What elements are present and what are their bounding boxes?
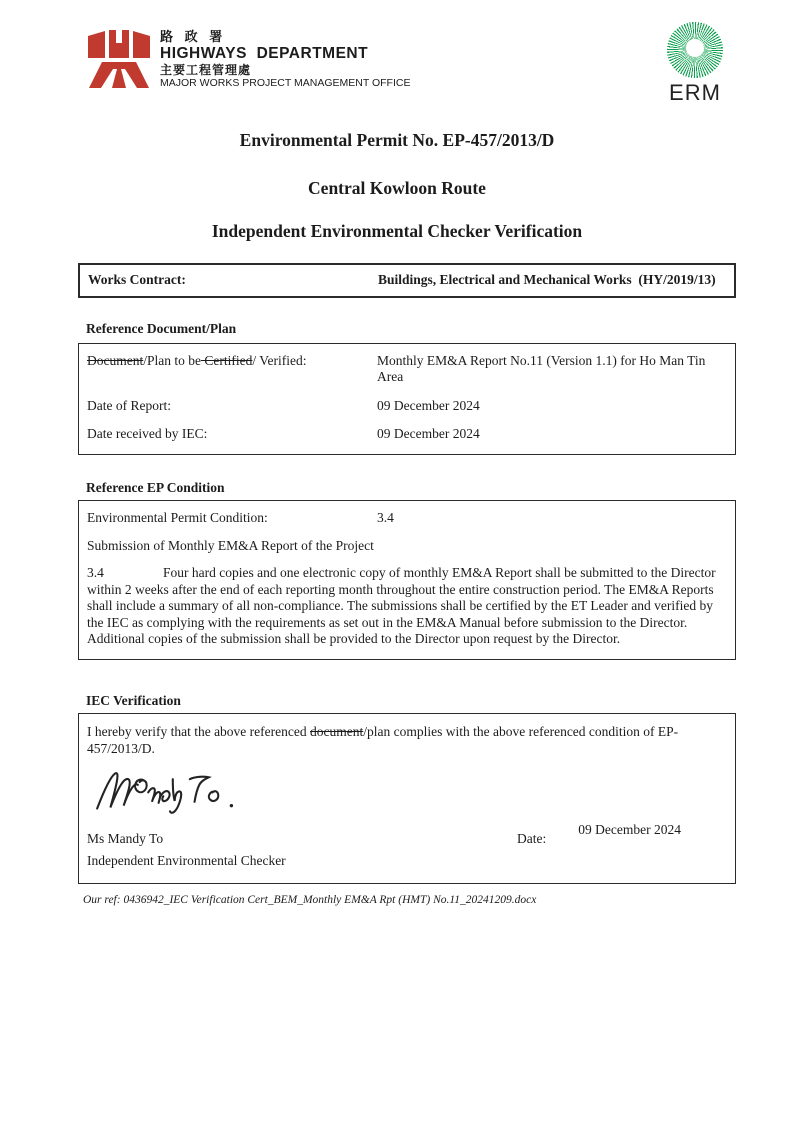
verification-statement: I hereby verify that the above referenced document/plan complies with the above referenced condition of EP-457/2013/D. [87,724,679,756]
date-received-label: Date received by IEC: [87,426,208,442]
dept-name-english: HIGHWAYS DEPARTMENT [160,44,369,62]
date-of-report-value: 09 December 2024 [377,397,480,413]
reference-document-box [78,343,736,455]
dept-name-chinese: 路 政 署 [160,29,227,44]
highways-department-logo-icon [88,30,150,88]
date-received-value: 09 December 2024 [377,426,480,442]
document-plan-label: Document/Plan to be Certified/ Verified: [87,352,307,368]
iec-verification-heading: IEC Verification [86,692,181,708]
works-contract-value: Buildings, Electrical and Mechanical Works (HY/2019/13) [378,272,716,288]
date-of-report-label: Date of Report: [87,397,171,413]
highways-department-block [88,30,410,90]
date-of-report-row [87,398,727,414]
ep-subject-line: Submission of Monthly EM&A Report of the Project [87,537,374,553]
document-type-title: Independent Environmental Checker Verification [211,220,583,241]
department-titles [160,30,410,90]
clause-text: Four hard copies and one electronic copy of monthly EM&A Report shall be submitted to the Director within 2 weeks after the end of each reporting month throughout the entire construction period. The EM&A Reports shall include a summary of all non-compliance. The submissions shall be certified by the ET Leader and verified by the IEC as complying with the requirements as set out in the EM&A Manual before submission to the Director. Additional copies of the submission shall be provided to the Director upon request by the Director. [87,565,716,647]
document-plan-value: Monthly EM&A Report No.11 (Version 1.1) for Ho Man Tin Area [377,352,706,385]
document-plan-row [87,353,727,386]
page-header [0,28,794,105]
works-contract-box [78,263,736,297]
date-received-row [87,426,727,442]
ep-condition-label: Environmental Permit Condition: [87,510,268,526]
erm-wordmark: ERM [669,80,721,105]
office-name-english: MAJOR WORKS PROJECT MANAGEMENT OFFICE [160,77,411,90]
signature [89,765,249,817]
project-title: Central Kowloon Route [308,178,486,199]
signer-name: Ms Mandy To [87,831,164,846]
ep-condition-value: 3.4 [377,510,394,526]
ep-condition-row [87,510,727,526]
reference-ep-heading: Reference EP Condition [86,479,225,495]
erm-block [666,22,724,107]
clause-number: 3.4 [87,565,104,581]
iec-verification-box [78,713,736,884]
our-ref-line: Our ref: 0436942_IEC Verification Cert_BEM_Monthly EM&A Rpt (HMT) No.11_20241209.docx [83,893,537,906]
signature-area [89,765,727,817]
office-name-chinese: 主要工程管理處 [160,62,252,77]
reference-document-heading: Reference Document/Plan [86,320,237,336]
signer-title: Independent Environmental Checker [87,853,286,869]
date-label: Date: [517,831,547,846]
erm-sunburst-logo-icon [667,22,723,78]
permit-number-title: Environmental Permit No. EP-457/2013/D [239,130,555,150]
reference-ep-box [78,500,736,659]
ep-clause-paragraph [87,565,727,647]
date-value: 09 December 2024 [578,822,681,837]
signer-date-row [87,822,727,847]
works-contract-label: Works Contract: [88,272,186,288]
